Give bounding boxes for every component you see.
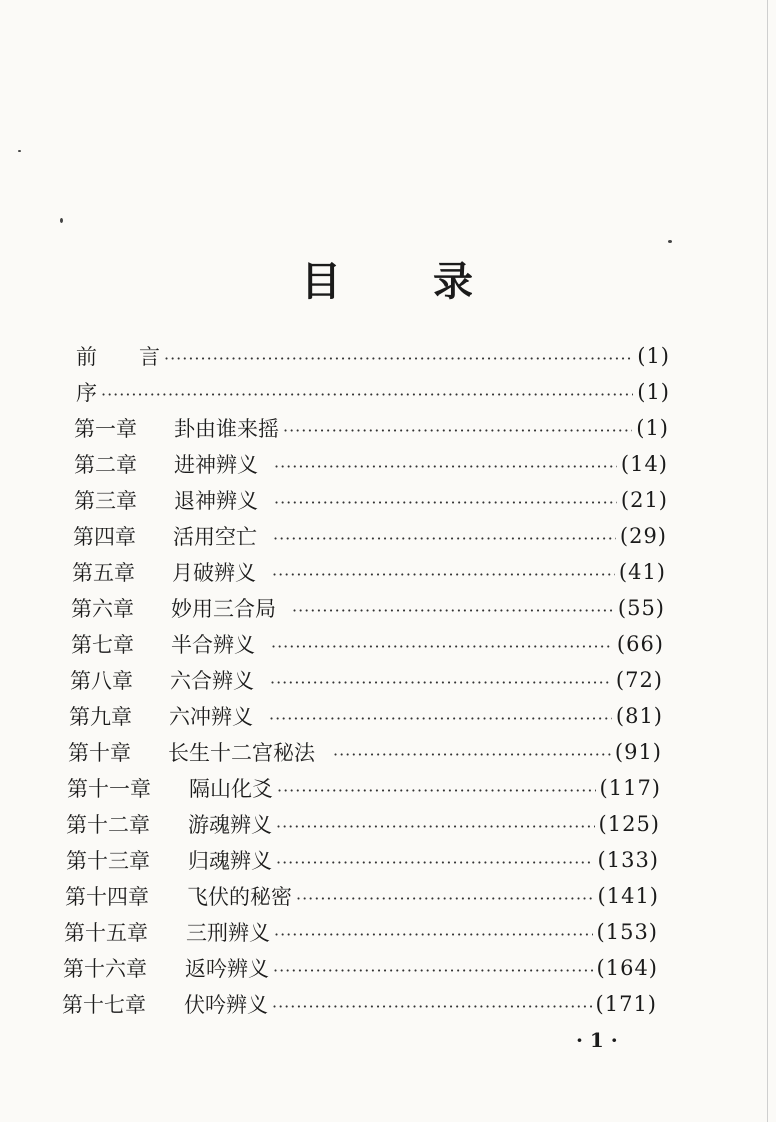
toc-row-chapter-4[interactable] [73,518,667,554]
toc-page: (55) [617,596,665,620]
toc-title: 卦由谁来摇 [174,417,279,441]
toc-row-chapter-10[interactable] [68,734,662,770]
toc-row-chapter-11[interactable] [67,770,661,806]
toc-row-chapter-15[interactable] [64,914,658,950]
page-number: · 1 · [576,1028,618,1052]
toc-page: (1) [637,344,670,368]
toc-leader-dots [274,493,617,512]
toc-page: (72) [615,668,663,692]
toc-row-chapter-8[interactable] [70,662,663,698]
toc-page: (164) [596,956,658,980]
toc-chapter: 第八章 [70,669,133,693]
toc-title: 六冲辨义 [169,705,253,729]
toc-row-chapter-6[interactable] [71,590,665,626]
toc-chapter: 前 言 [76,345,160,369]
toc-page: (125) [598,812,660,836]
toc-title: 退神辨义 [174,489,258,513]
toc-title: 隔山化爻 [189,777,273,801]
toc-chapter: 第十七章 [62,993,146,1017]
toc-row-chapter-13[interactable] [66,842,659,878]
toc-title: 返吟辨义 [185,957,269,981]
scan-speck [18,150,21,152]
toc-page: (41) [618,560,666,584]
toc-title: 月破辨义 [172,561,256,585]
toc-row-chapter-12[interactable] [66,806,660,842]
toc-chapter: 序 [76,381,97,405]
toc-leader-dots [296,889,594,908]
toc-row-preface[interactable] [76,338,670,374]
toc-leader-dots [272,997,592,1016]
toc-row-chapter-1[interactable] [74,410,669,446]
title-char-left: 目 [301,258,343,305]
toc-chapter: 第三章 [74,489,137,513]
title-char-right: 录 [433,258,475,305]
toc-leader-dots [273,529,616,548]
toc-page: (133) [597,848,659,872]
toc-title: 活用空亡 [173,525,257,549]
toc-title: 伏吟辨义 [184,993,268,1017]
toc-leader-dots [333,745,611,764]
toc-page: (153) [596,920,658,944]
toc-leader-dots [271,637,613,656]
toc-row-chapter-9[interactable] [69,698,663,734]
toc-row-chapter-3[interactable] [74,482,668,518]
toc-title: 进神辨义 [174,453,258,477]
toc-page: (66) [616,632,664,656]
toc-page: (117) [599,776,661,800]
toc-row-chapter-17[interactable] [62,986,657,1022]
scan-speck [60,218,63,223]
toc-leader-dots [274,925,593,944]
toc-chapter: 第五章 [72,561,135,585]
toc-page: (1) [636,416,669,440]
toc-leader-dots [276,817,595,836]
toc-chapter: 第四章 [73,525,136,549]
toc-page: (21) [620,488,668,512]
toc-row-chapter-2[interactable] [74,446,668,482]
toc-leader-dots [269,709,612,728]
toc-page: (81) [615,704,663,728]
toc-chapter: 第二章 [74,453,137,477]
page-edge [767,0,768,1122]
toc-page: (29) [619,524,667,548]
toc-leader-dots [272,565,615,584]
toc-leader-dots [274,457,617,476]
toc-leader-dots [276,853,594,872]
toc-leader-dots [292,601,614,620]
toc-page: (14) [620,452,668,476]
toc-page: (141) [597,884,659,908]
toc-title: 长生十二宫秘法 [168,741,315,765]
toc-row-chapter-14[interactable] [65,878,659,914]
toc-title: 半合辨义 [171,633,255,657]
toc-leader-dots [273,961,593,980]
toc-leader-dots [283,421,632,440]
toc-chapter: 第七章 [71,633,134,657]
toc-chapter: 第十五章 [64,921,148,945]
toc-chapter: 第九章 [69,705,132,729]
scan-speck [668,240,672,243]
toc-chapter: 第十二章 [66,813,150,837]
toc-title: 归魂辨义 [188,849,272,873]
toc-chapter: 第六章 [71,597,134,621]
toc-row-chapter-5[interactable] [72,554,666,590]
toc-chapter: 第十三章 [66,849,150,873]
toc-leader-dots [101,385,633,404]
toc-title: 三刑辨义 [186,921,270,945]
toc-title: 飞伏的秘密 [187,885,292,909]
toc-page: (91) [614,740,662,764]
toc-title: 游魂辨义 [188,813,272,837]
toc-page: (1) [637,380,670,404]
toc-leader-dots [277,781,596,800]
toc-row-foreword[interactable] [76,374,670,410]
toc-title: 妙用三合局 [171,597,276,621]
page-title [0,250,776,307]
toc-chapter: 第十一章 [67,777,151,801]
toc-page: (171) [595,992,657,1016]
toc-title: 六合辨义 [170,669,254,693]
toc-leader-dots [164,349,633,368]
toc-chapter: 第十章 [68,741,131,765]
toc-chapter: 第十六章 [63,957,147,981]
toc-chapter: 第十四章 [65,885,149,909]
toc-row-chapter-7[interactable] [71,626,664,662]
toc-leader-dots [270,673,612,692]
toc-chapter: 第一章 [74,417,137,441]
toc-row-chapter-16[interactable] [63,950,658,986]
